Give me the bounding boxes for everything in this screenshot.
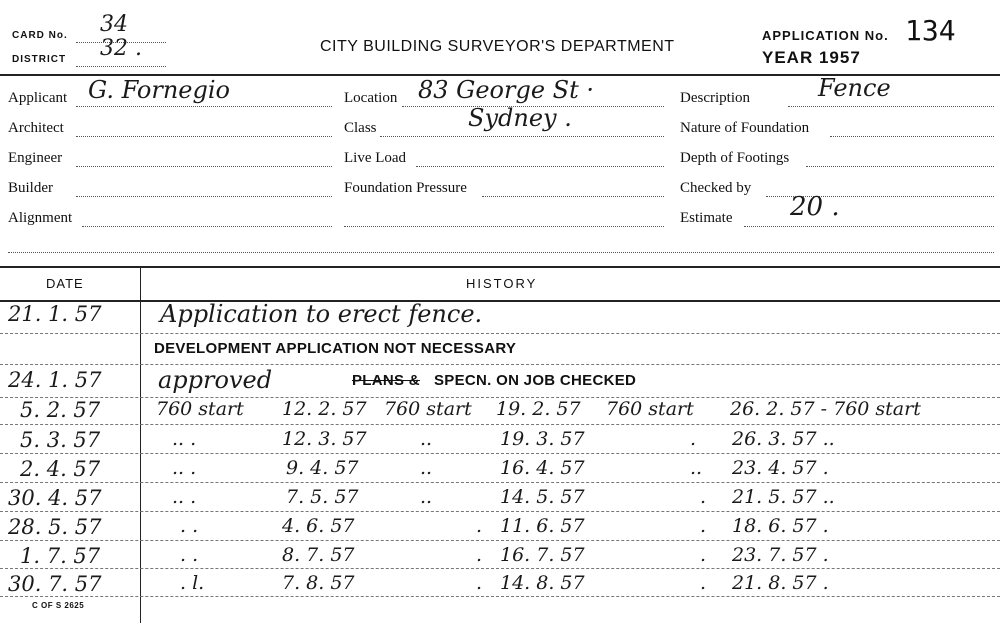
row-line-8: [0, 540, 1000, 541]
applicant-label: Applicant: [8, 90, 68, 106]
entry: 19. 2. 57: [496, 398, 581, 420]
estimate-value: 20 .: [790, 192, 840, 222]
date-header: DATE: [46, 276, 84, 291]
alignment-label: Alignment: [8, 210, 73, 226]
depth-of-footings-line: [806, 166, 994, 167]
stamp-specn-checked: SPECN. ON JOB CHECKED: [434, 372, 637, 389]
alignment-line: [82, 226, 332, 227]
architect-line: [76, 136, 332, 137]
col2-blank-line: [344, 226, 664, 227]
location-value: 83 George St ·: [418, 76, 595, 104]
entry: 12. 2. 57: [282, 398, 367, 420]
entry: . .: [180, 515, 199, 537]
foundation-pressure-line: [482, 196, 664, 197]
row-line-4: [0, 424, 1000, 425]
row-line-9: [0, 568, 1000, 569]
row-line-1: [0, 333, 1000, 334]
entry: .: [476, 515, 483, 537]
entry: 9. 4. 57: [286, 457, 359, 479]
entry: 21. 5. 57 ..: [732, 486, 835, 508]
description-line: [788, 106, 994, 107]
builder-line: [76, 196, 332, 197]
card-no-value: 34: [100, 12, 128, 37]
applicant-value: G. Fornegio: [88, 76, 230, 104]
row-line-10: [0, 596, 1000, 597]
entry: 26. 3. 57 ..: [732, 428, 835, 450]
class-line: [380, 136, 664, 137]
fields-bottom-line: [8, 252, 994, 253]
entry: 26. 2. 57 - 760 start: [730, 398, 921, 420]
table-header-rule: [0, 300, 1000, 302]
estimate-line: [744, 226, 994, 227]
row-date: 30. 7. 57: [8, 572, 102, 596]
architect-label: Architect: [8, 120, 64, 136]
entry: 23. 4. 57 .: [732, 457, 829, 479]
live-load-label: Live Load: [344, 150, 407, 166]
row-date: 2. 4. 57: [20, 457, 101, 481]
nature-of-foundation-label: Nature of Foundation: [680, 120, 810, 136]
entry: 16. 7. 57: [500, 544, 585, 566]
entry: 21. 8. 57 .: [732, 572, 829, 594]
form-code: C OF S 2625: [32, 601, 85, 610]
nature-of-foundation-line: [830, 136, 994, 137]
estimate-label: Estimate: [680, 210, 733, 226]
entry: 760 start: [384, 398, 472, 420]
entry: 760 start: [156, 398, 244, 420]
entry: 7. 5. 57: [286, 486, 359, 508]
history-header: HISTORY: [466, 276, 538, 291]
card-no-label: CARD No.: [12, 30, 68, 41]
description-label: Description: [680, 90, 750, 106]
row-line-6: [0, 482, 1000, 483]
depth-of-footings-label: Depth of Footings: [680, 150, 790, 166]
class-value: Sydney .: [468, 104, 572, 132]
applicant-line: [76, 106, 332, 107]
entry: .: [476, 572, 483, 594]
entry: ..: [420, 428, 433, 450]
row-date: 5. 3. 57: [20, 428, 101, 452]
builder-label: Builder: [8, 180, 53, 196]
row-line-7: [0, 511, 1000, 512]
table-column-divider: [140, 266, 141, 623]
entry: 4. 6. 57: [282, 515, 355, 537]
description-value: Fence: [818, 74, 891, 102]
entry: .: [700, 544, 707, 566]
row-date: 30. 4. 57: [8, 486, 102, 510]
year-label: YEAR 1957: [762, 48, 861, 67]
row-history: approved: [158, 366, 273, 394]
stamp-struck-plans: PLANS &: [352, 372, 420, 389]
entry: .. .: [172, 428, 197, 450]
entry: 23. 7. 57 .: [732, 544, 829, 566]
entry: 18. 6. 57 .: [732, 515, 829, 537]
application-no-value: 134: [905, 14, 956, 47]
entry: .: [476, 544, 483, 566]
checked-by-label: Checked by: [680, 180, 752, 196]
foundation-pressure-label: Foundation Pressure: [344, 180, 467, 196]
row-line-5: [0, 453, 1000, 454]
entry: .: [700, 572, 707, 594]
entry: 7. 8. 57: [282, 572, 355, 594]
entry: ..: [420, 486, 433, 508]
table-top-rule: [0, 266, 1000, 268]
entry: .. .: [172, 486, 197, 508]
entry: 19. 3. 57: [500, 428, 585, 450]
live-load-line: [416, 166, 664, 167]
entry: ..: [690, 457, 703, 479]
entry: ..: [420, 457, 433, 479]
location-label: Location: [344, 90, 398, 106]
district-value: 32 .: [100, 36, 142, 61]
row-date: 5. 2. 57: [20, 398, 101, 422]
district-label: DISTRICT: [12, 54, 67, 65]
entry: 12. 3. 57: [282, 428, 367, 450]
engineer-line: [76, 166, 332, 167]
entry: .: [700, 486, 707, 508]
department-title: CITY BUILDING SURVEYOR'S DEPARTMENT: [320, 38, 675, 55]
row-date: 28. 5. 57: [8, 515, 102, 539]
entry: 14. 5. 57: [500, 486, 585, 508]
entry: . l.: [180, 572, 205, 594]
engineer-label: Engineer: [8, 150, 63, 166]
row-line-2: [0, 364, 1000, 365]
entry: 11. 6. 57: [500, 515, 585, 537]
row-date: 24. 1. 57: [8, 368, 102, 392]
entry: 14. 8. 57: [500, 572, 585, 594]
row-date: 1. 7. 57: [20, 544, 101, 568]
entry: .: [690, 428, 697, 450]
class-label: Class: [344, 120, 377, 136]
entry: .. .: [172, 457, 197, 479]
entry: . .: [180, 544, 199, 566]
application-no-label: APPLICATION No.: [762, 28, 889, 43]
row-date: 21. 1. 57: [8, 302, 102, 326]
stamp-development-application: DEVELOPMENT APPLICATION NOT NECESSARY: [154, 340, 517, 357]
entry: 760 start: [606, 398, 694, 420]
entry: .: [700, 515, 707, 537]
district-line: [76, 66, 166, 67]
entry: 16. 4. 57: [500, 457, 585, 479]
entry: 8. 7. 57: [282, 544, 355, 566]
row-history: Application to erect fence.: [160, 300, 483, 328]
